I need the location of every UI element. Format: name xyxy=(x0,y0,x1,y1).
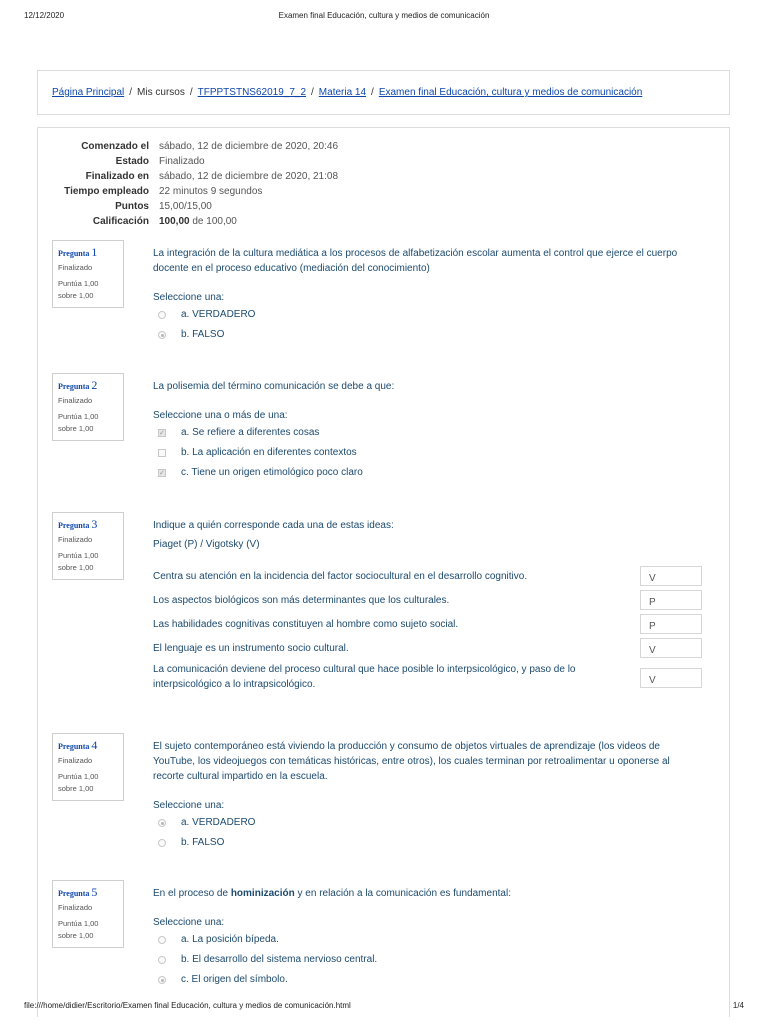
question-grade xyxy=(58,918,118,942)
answer-option[interactable] xyxy=(153,423,698,443)
answer-option[interactable] xyxy=(153,950,698,970)
breadcrumb-separator: / xyxy=(371,87,374,98)
question-state: Finalizado xyxy=(58,396,93,405)
question-subtext: Piaget (P) / Vigotsky (V) xyxy=(153,539,260,550)
question-grade-line: sobre 1,00 xyxy=(58,291,94,300)
match-select[interactable]: V xyxy=(640,566,702,586)
question-word: Pregunta xyxy=(58,889,90,898)
question-text-part: y en relación a la comunicación es fundamental: xyxy=(294,888,511,899)
breadcrumb-container xyxy=(37,70,730,115)
option-label: b. El desarrollo del sistema nervioso central. xyxy=(181,954,378,965)
breadcrumb-quiz-link[interactable]: Examen final Educación, cultura y medios de comunicación xyxy=(378,87,643,98)
question-info xyxy=(52,733,124,801)
match-row xyxy=(153,590,698,614)
breadcrumb-separator: / xyxy=(189,87,193,98)
checkbox[interactable] xyxy=(158,469,166,477)
print-date: 12/12/2020 xyxy=(24,11,65,20)
question-info xyxy=(52,240,124,308)
question-text: La integración de la cultura mediática a los procesos de alfabetización escolar aumenta el control que ejerce el cuerpo docente en el proceso educativo (mediación del conocimiento) xyxy=(153,248,678,274)
answer-option[interactable] xyxy=(153,970,698,990)
match-row xyxy=(153,566,698,590)
print-page-number: 1/4 xyxy=(732,1001,744,1010)
breadcrumb-home-link[interactable]: Página Principal xyxy=(52,87,125,98)
question-grade-line: sobre 1,00 xyxy=(58,931,94,940)
option-label: b. FALSO xyxy=(181,837,225,848)
question-grade-line: Puntúa 1,00 xyxy=(58,551,99,560)
summary-value: sábado, 12 de diciembre de 2020, 20:46 xyxy=(159,141,339,152)
question-state: Finalizado xyxy=(58,535,93,544)
question-state: Finalizado xyxy=(58,263,93,272)
match-statement: La comunicación deviene del proceso cultural que hace posible lo interpsicológico, y paso de lo interpsicológico a lo intrapsicológico. xyxy=(153,664,576,690)
radio-button[interactable] xyxy=(158,839,166,847)
answer-prompt: Seleccione una: xyxy=(153,917,225,928)
question-word: Pregunta xyxy=(58,742,90,751)
breadcrumb-separator: / xyxy=(129,87,133,98)
option-label: b. La aplicación en diferentes contextos xyxy=(181,447,357,458)
answer-option[interactable] xyxy=(153,930,698,950)
radio-button[interactable] xyxy=(158,311,166,319)
question-grade xyxy=(58,771,118,795)
match-statement: El lenguaje es un instrumento socio cultural. xyxy=(153,643,349,654)
question-grade-line: sobre 1,00 xyxy=(58,424,94,433)
question-info xyxy=(52,373,124,441)
question-content xyxy=(153,246,698,345)
radio-button[interactable] xyxy=(158,936,166,944)
summary-label: Calificación xyxy=(92,216,149,227)
summary-label: Tiempo empleado xyxy=(64,186,149,197)
question-number xyxy=(58,738,118,753)
summary-label: Estado xyxy=(115,156,149,167)
breadcrumb xyxy=(52,87,642,98)
summary-value: 15,00/15,00 xyxy=(159,201,212,212)
option-label: a. La posición bípeda. xyxy=(181,934,279,945)
option-label: a. VERDADERO xyxy=(181,817,256,828)
answer-prompt: Seleccione una: xyxy=(153,292,225,303)
question-number xyxy=(58,517,118,532)
option-label: c. Tiene un origen etimológico poco claro xyxy=(181,467,363,478)
question-content xyxy=(153,739,698,853)
question-content xyxy=(153,518,698,696)
question-word: Pregunta xyxy=(58,249,90,258)
question-state: Finalizado xyxy=(58,756,93,765)
question-grade-line: sobre 1,00 xyxy=(58,784,94,793)
option-label: b. FALSO xyxy=(181,329,225,340)
breadcrumb-separator: / xyxy=(311,87,314,98)
match-select[interactable]: P xyxy=(640,614,702,634)
print-url: file:///home/didier/Escritorio/Examen final Educación, cultura y medios de comunicación.html xyxy=(24,1001,351,1010)
summary-value xyxy=(159,216,237,227)
answer-option[interactable] xyxy=(153,305,698,325)
match-row xyxy=(153,662,698,696)
question-word: Pregunta xyxy=(58,521,90,530)
question-text: El sujeto contemporáneo está viviendo la producción y consumo de objetos virtuales de aprendizaje (los videos de YouTube, los videojuegos con temáticas históricas, entre otros), los cuales terminan por retroalimentar u oponerse al recorte cultural impartido en la escuela. xyxy=(153,741,670,782)
breadcrumb-course-link[interactable]: TFPPTSTNS62019_7_2 xyxy=(197,87,307,98)
radio-button[interactable] xyxy=(158,331,166,339)
option-label: a. Se refiere a diferentes cosas xyxy=(181,427,320,438)
question-text xyxy=(153,886,698,901)
question-number xyxy=(58,378,118,393)
question-state: Finalizado xyxy=(58,903,93,912)
answer-option[interactable] xyxy=(153,325,698,345)
match-select[interactable]: V xyxy=(640,668,702,688)
question-text: Indique a quién corresponde cada una de estas ideas: xyxy=(153,520,394,531)
answer-option[interactable] xyxy=(153,813,698,833)
answer-prompt: Seleccione una: xyxy=(153,800,225,811)
question-grade-line: Puntúa 1,00 xyxy=(58,279,99,288)
question-grade xyxy=(58,411,118,435)
question-text: La polisemia del término comunicación se debe a que: xyxy=(153,381,395,392)
summary-label: Finalizado en xyxy=(85,171,149,182)
question-number xyxy=(58,245,118,260)
question-number xyxy=(58,885,118,900)
option-label: c. El origen del símbolo. xyxy=(181,974,288,985)
question-grade xyxy=(58,550,118,574)
checkbox[interactable] xyxy=(158,429,166,437)
question-grade-line: Puntúa 1,00 xyxy=(58,772,99,781)
print-title: Examen final Educación, cultura y medios de comunicación xyxy=(278,11,490,20)
question-info xyxy=(52,512,124,580)
question-info xyxy=(52,880,124,948)
summary-value: sábado, 12 de diciembre de 2020, 21:08 xyxy=(159,171,339,182)
option-label: a. VERDADERO xyxy=(181,309,256,320)
match-select[interactable]: P xyxy=(640,590,702,610)
match-statement: Los aspectos biológicos son más determinantes que los culturales. xyxy=(153,595,450,606)
question-number-value: 2 xyxy=(91,378,98,392)
question-number-value: 5 xyxy=(91,885,98,899)
match-select[interactable]: V xyxy=(640,638,702,658)
question-grade-line: sobre 1,00 xyxy=(58,563,94,572)
summary-value: 22 minutos 9 segundos xyxy=(159,186,263,197)
question-grade xyxy=(58,278,118,302)
summary-label: Puntos xyxy=(115,201,149,212)
match-statement: Centra su atención en la incidencia del factor sociocultural en el desarrollo cognitivo. xyxy=(153,571,528,582)
grade-max: de 100,00 xyxy=(192,216,237,227)
answer-option[interactable] xyxy=(153,443,698,463)
question-grade-line: Puntúa 1,00 xyxy=(58,412,99,421)
radio-button[interactable] xyxy=(158,956,166,964)
answer-prompt: Seleccione una o más de una: xyxy=(153,410,288,421)
answer-option[interactable] xyxy=(153,833,698,853)
quiz-review-container xyxy=(37,127,730,1017)
question-number-value: 4 xyxy=(91,738,98,752)
summary-value: Finalizado xyxy=(159,156,205,167)
radio-button[interactable] xyxy=(158,819,166,827)
match-statement: Las habilidades cognitivas constituyen al hombre como sujeto social. xyxy=(153,619,459,630)
question-number-value: 3 xyxy=(91,517,98,531)
match-row xyxy=(153,614,698,638)
grade-value: 100,00 xyxy=(159,216,190,227)
summary-label: Comenzado el xyxy=(81,141,149,152)
question-content xyxy=(153,886,698,990)
question-text-keyword: hominización xyxy=(230,888,295,899)
question-content xyxy=(153,379,698,483)
question-word: Pregunta xyxy=(58,382,90,391)
radio-button[interactable] xyxy=(158,976,166,984)
question-number-value: 1 xyxy=(91,245,98,259)
breadcrumb-subject-link[interactable]: Materia 14 xyxy=(318,87,367,98)
question-text-part: En el proceso de xyxy=(153,888,231,899)
match-row xyxy=(153,638,698,662)
question-grade-line: Puntúa 1,00 xyxy=(58,919,99,928)
answer-option[interactable] xyxy=(153,463,698,483)
breadcrumb-my-courses: Mis cursos xyxy=(137,87,185,98)
checkbox[interactable] xyxy=(158,449,166,457)
